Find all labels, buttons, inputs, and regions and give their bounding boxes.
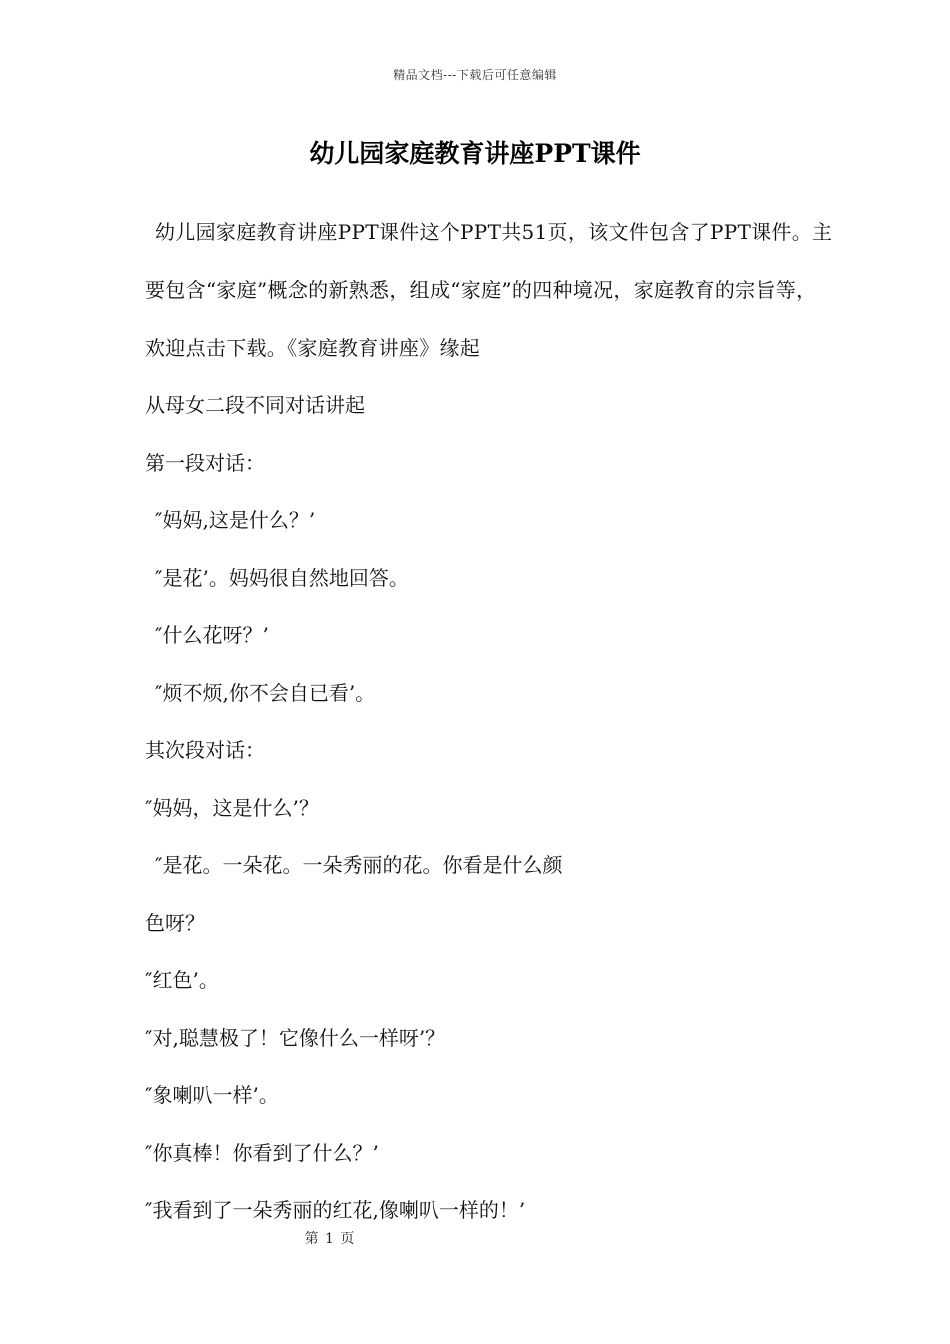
paragraph: ″你真棒！你看到了什么？’ <box>145 1140 379 1165</box>
paragraph: 第一段对话： <box>145 450 265 475</box>
header-note: 精品文档---下载后可任意编辑 <box>393 68 557 82</box>
paragraph: ″我看到了一朵秀丽的红花,像喇叭一样的！’ <box>145 1198 526 1222</box>
paragraph: ″烦不烦,你不会自已看’。 <box>155 680 376 705</box>
page-number: 第 1 页 <box>304 1231 356 1247</box>
paragraph: ″红色’。 <box>145 968 219 992</box>
intro-paragraph: 幼儿园家庭教育讲座PPT课件这个PPT共51页，该文件包含了PPT课件。主要包含“家庭”概念的新熟悉，组成“家庭”的四种境况，家庭教育的宗旨等，欢迎点击下载。《家庭教育讲座》缘起 <box>145 220 833 360</box>
document-body <box>145 203 835 1240</box>
paragraph: ″妈妈,这是什么？’ <box>155 508 316 532</box>
paragraph: 色呀？ <box>145 910 205 935</box>
paragraph: 其次段对话： <box>145 738 265 762</box>
paragraph: ″象喇叭一样’。 <box>145 1083 279 1107</box>
paragraph: ″是花’。妈妈很自然地回答。 <box>155 565 409 590</box>
paragraph: 从母女二段不同对话讲起 <box>145 393 365 417</box>
document-title: 幼儿园家庭教育讲座PPT课件 <box>309 139 641 168</box>
paragraph: ″是花。一朵花。一朵秀丽的花。你看是什么颜 <box>155 853 563 877</box>
paragraph: ″对,聪慧极了！它像什么一样呀’？ <box>145 1025 446 1050</box>
paragraph: ″妈妈，这是什么’？ <box>145 795 319 820</box>
paragraph: ″什么花呀？’ <box>155 623 269 647</box>
